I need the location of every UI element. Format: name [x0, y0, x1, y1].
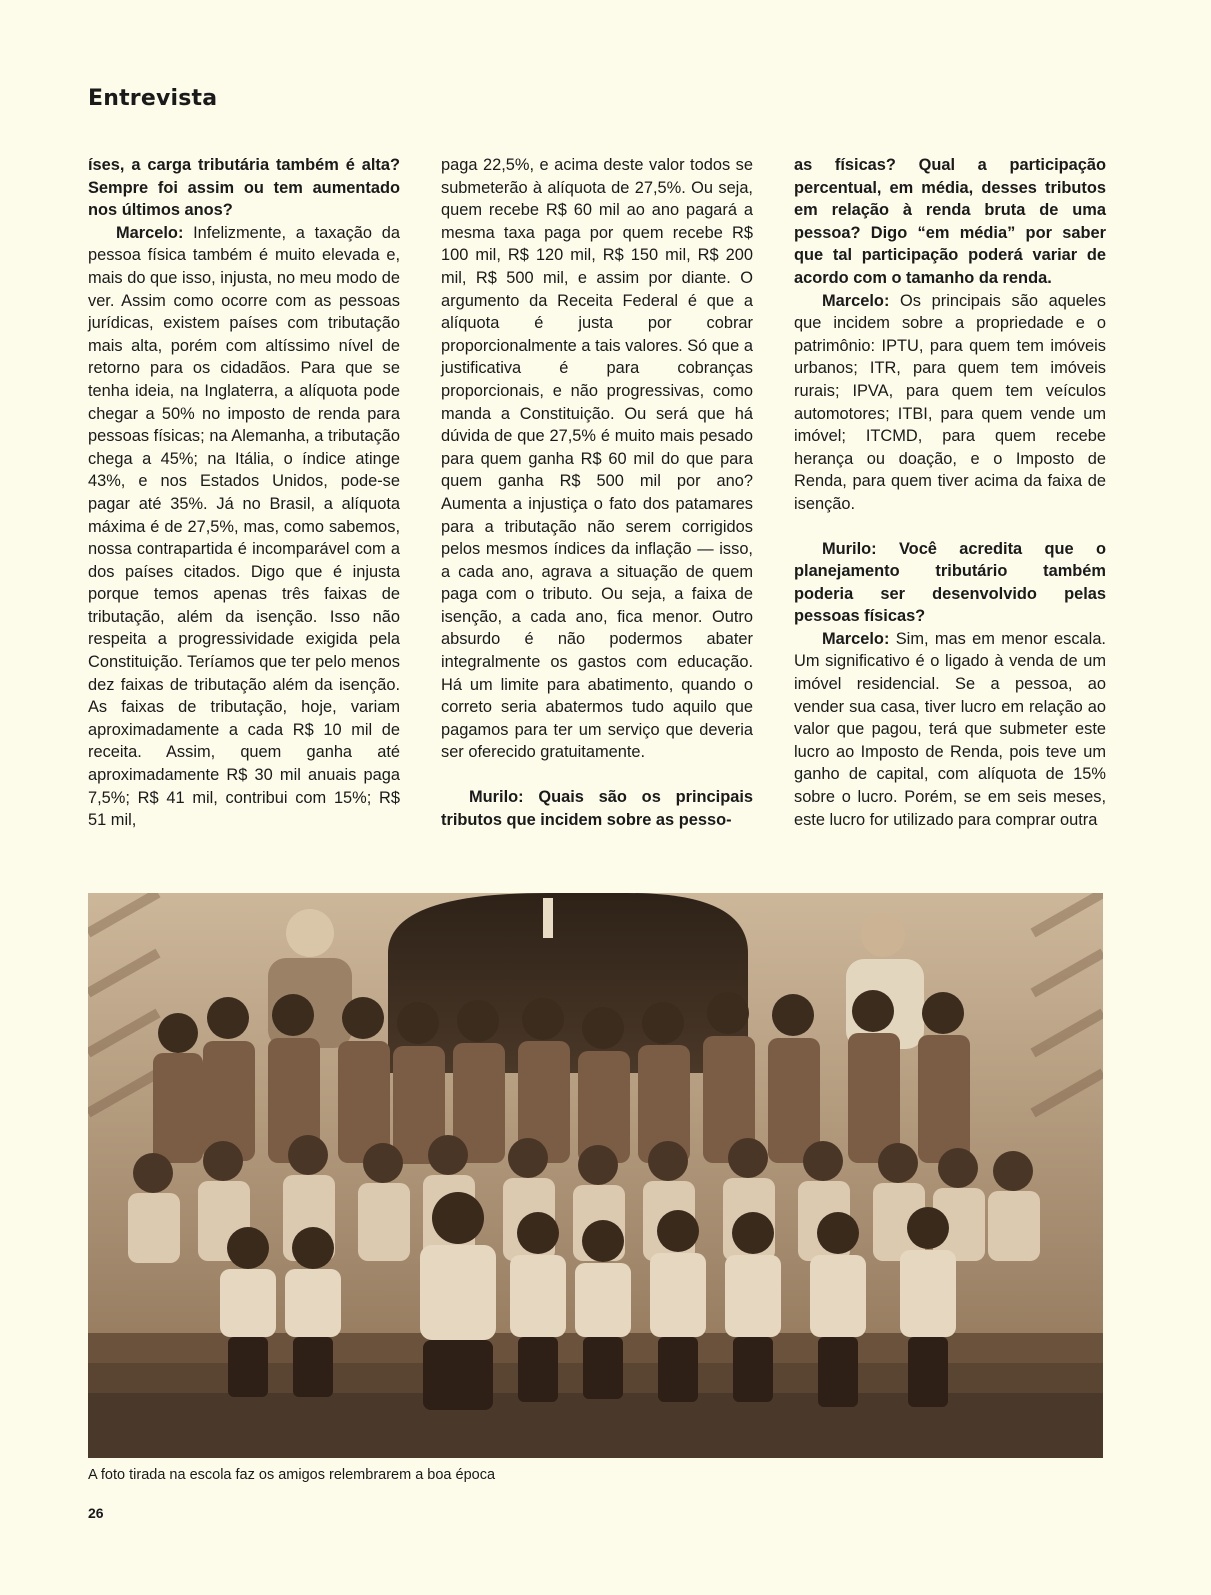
article-column-2	[441, 154, 753, 831]
interview-answer	[794, 290, 1106, 516]
interview-question: Murilo: Você acredita que o planejamento tributário também poderia ser desenvolvido pelas pessoas físicas?	[794, 539, 1106, 626]
speaker-label: Marcelo:	[822, 629, 890, 648]
answer-continuation: paga 22,5%, e acima deste valor todos se submeterão à alíquota de 27,5%. Ou seja, quem recebe R$ 60 mil ao ano pagará a mesma taxa paga por quem recebe R$ 100 mil, R$ 120 mil, R$ 150 mil, R$ 200 mil, R$ 500 mil, e assim por diante. O argumento da Receita Federal é que a alíquota é justa por cobrar proporcionalmente a tais valores. Só que a justificativa é para cobranças proporcionais, e não progressivas, como manda a Constituição. Ou será que há dúvida de que 27,5% é muito mais pesado para quem ganha R$ 60 mil do que para quem ganha R$ 500 mil por ano? Aumenta a injustiça o fato dos patamares para a tributação não serem corrigidos pelos mesmos índices da inflação — isso, a cada ano, agrava a situação de quem paga com o tributo. Ou seja, a faixa de isenção, a cada ano, fica menor. Outro absurdo é não podermos abater integralmente os gastos com educação. Há um limite para abatimento, quando o correto seria abatermos tudo aquilo que pagamos para ter um serviço que deveria ser oferecido gratuitamente.	[441, 156, 753, 762]
question-continuation: as físicas? Qual a participação percentual, em média, desses tributos em relação à renda bruta de uma pessoa? Digo “em média” por saber que tal participação poderá variar de acordo com o tamanho da renda.	[794, 156, 1106, 287]
section-title: Entrevista	[88, 86, 218, 111]
interview-answer	[88, 222, 400, 832]
class-photo	[88, 893, 1103, 1458]
article-column-1	[88, 154, 400, 832]
class-photo-illustration	[88, 893, 1103, 1458]
interview-answer	[794, 628, 1106, 831]
interview-question: Murilo: Quais são os principais tributos que incidem sobre as pesso-	[441, 788, 753, 829]
answer-text: Sim, mas em menor escala. Um significativo é o ligado à venda de um imóvel residencial. Se a pessoa, ao vender sua casa, tiver lucro em relação ao valor que pagou, terá que submeter este lucro ao Imposto de Renda, pois teve um ganho de capital, com alíquota de 15% sobre o lucro. Porém, se em seis meses, este lucro for utilizado para comprar outra	[794, 629, 1106, 829]
page-number: 26	[88, 1505, 104, 1521]
photo-caption: A foto tirada na escola faz os amigos relembrarem a boa época	[88, 1467, 496, 1483]
article-column-3	[794, 154, 1106, 831]
speaker-label: Marcelo:	[822, 291, 890, 310]
answer-text: Infelizmente, a taxação da pessoa física também é muito elevada e, mais do que isso, injusta, no meu modo de ver. Assim como ocorre com as pessoas jurídicas, existem países com tributação mais alta, porém com altíssimo nível de retorno para os cidadãos. Para que se tenha ideia, na Inglaterra, a alíquota pode chegar a 50% no imposto de renda para pessoas físicas; na Alemanha, a tributação chega a 45%; na Itália, o índice atinge 43%, e nos Estados Unidos, pode-se pagar até 35%. Já no Brasil, a alíquota máxima é de 27,5%, mas, como sabemos, nossa contrapartida é incomparável com a dos países citados. Digo que é injusta porque temos apenas três faixas de tributação, além da isenção. Isso não respeita a progressividade exigida pela Constituição. Teríamos que ter pelo menos dez faixas de tributação além da isenção. As faixas de tributação, hoje, variam aproximadamente a cada R$ 10 mil de receita. Assim, quem ganha até aproximadamente R$ 30 mil anuais paga 7,5%; R$ 41 mil, contribui com 15%; R$ 51 mil,	[88, 223, 400, 830]
answer-text: Os principais são aqueles que incidem sobre a propriedade e o patrimônio: IPTU, para quem tem imóveis urbanos; ITR, para quem tem imóveis rurais; IPVA, para quem tem veículos automotores; ITBI, para quem vende um imóvel; ITCMD, para quem recebe herança ou doação, e o Imposto de Renda, para quem tiver acima da faixa de isenção.	[794, 291, 1106, 513]
speaker-label: Marcelo:	[116, 223, 184, 242]
interview-question: íses, a carga tributária também é alta? Sempre foi assim ou tem aumentado nos últimos anos?	[88, 156, 400, 220]
